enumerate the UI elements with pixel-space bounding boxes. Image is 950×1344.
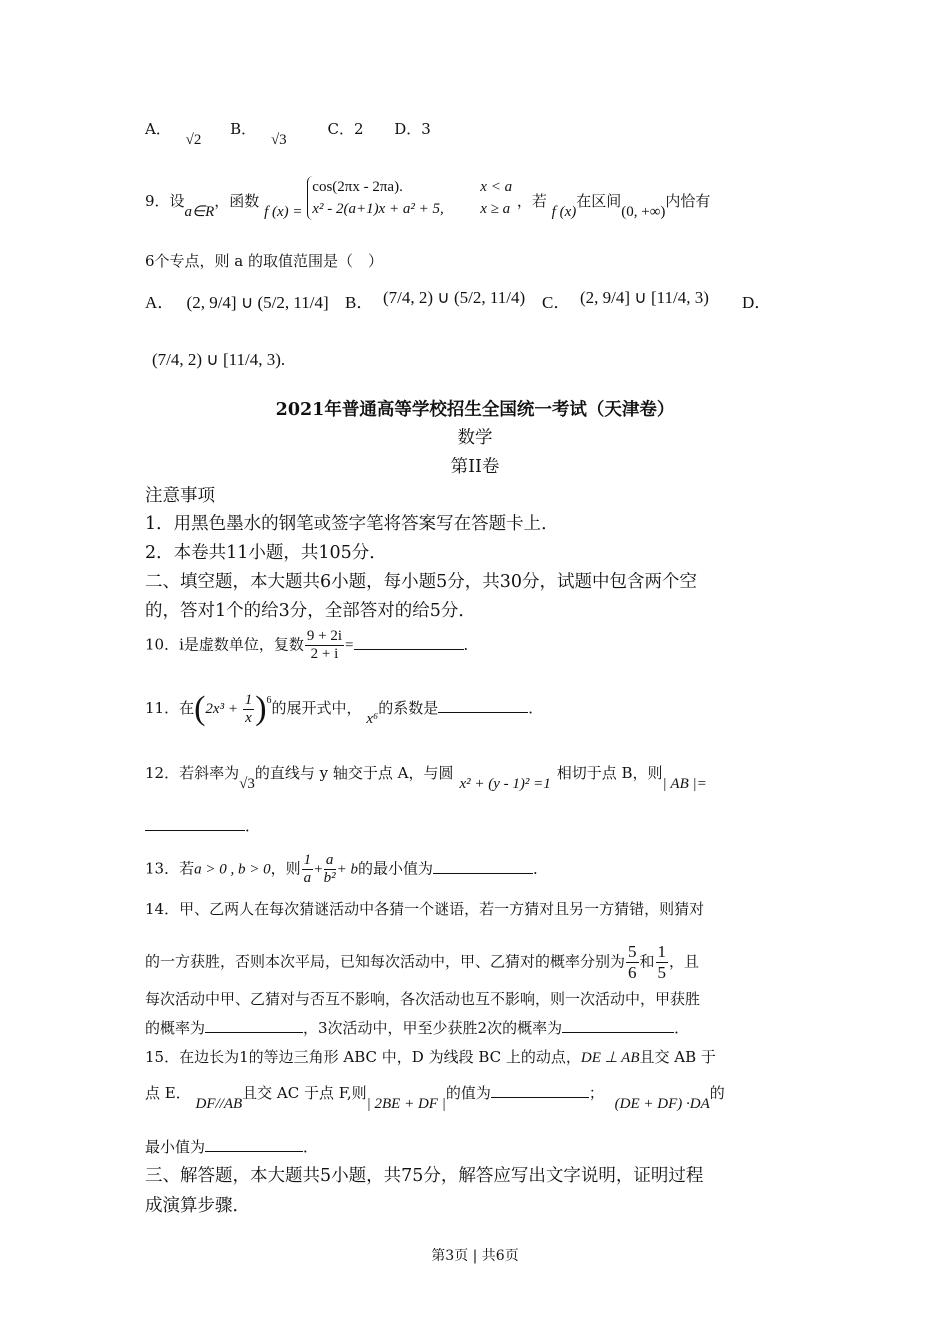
- q10-fraction: [305, 628, 344, 663]
- q13-answer-blank[interactable]: [433, 859, 533, 874]
- q13: 13．若a > 0 , b > 0，则 $\frac{1}{a}$ + $\frac{a}{\text{b²}}$ + b的最小值为 ．: [145, 852, 548, 886]
- q9-d-expr: (7/4, 2) ∪ [11/4, 3).: [152, 350, 286, 369]
- q15-line1: [145, 1046, 716, 1067]
- q14-line3: 每次活动中甲、乙猜对与否互不影响，各次活动也互不影响，则一次活动中，甲获胜: [145, 990, 701, 1008]
- q9-a-expr: (2, 9/4] ∪ (5/2, 11/4]: [186, 293, 329, 312]
- case2-cond: x ≥ a: [480, 201, 511, 217]
- text: 的一方获胜，否则本次平局，已知每次活动中，甲、乙猜对的概率分别为: [145, 952, 626, 971]
- section2-line1: 二、填空题，本大题共6小题，每小题5分，共30分，试题中包含两个空: [145, 572, 698, 592]
- text: 且交 AC 于点 F,则: [242, 1084, 367, 1102]
- numerator: 1: [244, 691, 253, 708]
- denominator: a: [303, 870, 312, 886]
- text: 和: [639, 952, 655, 971]
- text: 的展开式中，: [271, 699, 362, 717]
- q9-b-expr: (7/4, 2) ∪ (5/2, 11/4): [383, 288, 526, 307]
- exam-volume: 第II卷: [450, 457, 500, 477]
- q8-option-c: C．2: [327, 120, 364, 138]
- denominator: 5: [657, 963, 667, 982]
- section3-line1: 三、解答题，本大题共5小题，共75分，解答应写出文字说明，证明过程: [145, 1166, 704, 1186]
- q13-text: 13．若: [145, 859, 195, 878]
- q15-dot: (DE + DF) ·DA: [614, 1096, 710, 1112]
- text: 15．在边长为1的等边三角形 ABC 中，D 为线段 BC 上的动点，: [145, 1048, 581, 1066]
- page-footer: 第3页 | 共6页: [431, 1248, 519, 1264]
- q9-function: f (x) =: [264, 204, 303, 220]
- text: 的值为: [445, 1084, 491, 1102]
- q8-options: [145, 118, 431, 148]
- case2: x² - 2(a+1)x + a² + 5,: [312, 201, 444, 217]
- q15-answer-blank-1[interactable]: [491, 1083, 589, 1098]
- q15-line2: [145, 1082, 725, 1112]
- exam-subject: 数学: [457, 428, 493, 448]
- q10-text: 10．i是虚数单位，复数: [145, 635, 304, 654]
- q9-condition: a∈R: [184, 204, 215, 220]
- q9-piecewise: [307, 176, 512, 220]
- text: ，则: [270, 859, 301, 878]
- q12-circle: x² + (y - 1)² =1: [459, 776, 551, 792]
- text: 内恰有: [665, 192, 711, 210]
- denominator: 6: [628, 963, 637, 982]
- text: ，3次活动中，甲至少获胜2次的概率为: [303, 1019, 563, 1037]
- q8-option-b-value: √3: [270, 132, 287, 148]
- numerator: 9 + 2i: [306, 628, 343, 644]
- text: ，且: [669, 952, 700, 971]
- q10: 10．i是虚数单位，复数 $\frac{9 + 2i}{2 + i}$ = ．: [145, 628, 479, 662]
- case1: cos(2πx - 2πa).: [312, 179, 403, 195]
- text: 的系数是: [378, 699, 439, 717]
- note-2: 2．本卷共11小题，共105分．: [145, 543, 387, 563]
- equals: =: [345, 637, 354, 654]
- text: 点 E．: [145, 1084, 191, 1102]
- denominator: 2 + i: [310, 646, 339, 662]
- q9-b-label: B．: [345, 293, 374, 312]
- exam-title: 2021年普通高等学校招生全国统一考试（天津卷）: [275, 400, 675, 420]
- text: 且交 AB 于: [639, 1048, 716, 1066]
- numerator: a: [324, 852, 336, 870]
- section2-line2: 的，答对1个的给3分，全部答对的给5分．: [145, 601, 476, 621]
- q10-answer-blank[interactable]: [354, 635, 464, 650]
- text: ，函数: [214, 192, 260, 210]
- q11-answer-blank[interactable]: [438, 698, 528, 713]
- section3-line2: 成演算步骤．: [145, 1196, 250, 1216]
- q9-line2: 6个专点，则 a 的取值范围是（ ）: [145, 252, 384, 270]
- q12: [145, 762, 707, 792]
- denominator: x: [245, 709, 252, 726]
- q9-interval: (0, +∞): [621, 204, 666, 220]
- numerator: 5: [628, 942, 637, 961]
- q9-number: 9．设: [145, 192, 185, 210]
- q12-answer-blank[interactable]: [145, 816, 245, 831]
- q9-fx: f (x): [551, 204, 577, 220]
- q8-option-a-label: A．: [145, 120, 171, 138]
- note-1: 1．用黑色墨水的钢笔或签字笔将答案写在答题卡上．: [145, 514, 559, 534]
- q14-line4: 的概率为 ，3次活动中，甲至少获胜2次的概率为 ．: [145, 1019, 690, 1037]
- q9-c-expr: (2, 9/4] ∪ [11/4, 3): [580, 288, 709, 307]
- text: 的概率为: [145, 1019, 206, 1037]
- text: 的: [709, 1084, 725, 1102]
- q13-tail: + b: [336, 861, 358, 878]
- text: 的最小值为: [357, 859, 433, 878]
- q14-answer-blank-2[interactable]: [562, 1018, 674, 1033]
- q8-option-a-value: √2: [185, 132, 202, 148]
- q11-text: 11．在: [145, 699, 195, 717]
- q11-expr: 2x³ +: [205, 701, 242, 717]
- q11: 11．在(2x³ + $\frac{1}{x}$ )$^6$的展开式中， x⁶的系数是 ．: [145, 690, 544, 727]
- case1-cond: x < a: [480, 179, 513, 195]
- text: 相切于点 B，则: [556, 764, 663, 782]
- q9-line1: [145, 180, 710, 224]
- text: ，若: [516, 192, 547, 210]
- numerator: 1: [303, 852, 312, 868]
- notes-heading: 注意事项: [145, 486, 215, 506]
- q15-parallel: DF//AB: [195, 1096, 243, 1112]
- q9-choices: [145, 288, 772, 313]
- q8-option-d: D．3: [394, 120, 431, 138]
- text: 的直线与 y 轴交于点 A，与圆: [254, 764, 454, 782]
- q9-c-label: C．: [542, 293, 571, 312]
- q14-line1: 14．甲、乙两人在每次猜谜活动中各猜一个谜语，若一方猜对且另一方猜错，则猜对: [145, 900, 705, 918]
- q13-condition: a > 0 , b > 0: [194, 861, 271, 878]
- q12-blank-line: ．: [145, 815, 260, 836]
- q15-abs: | 2BE + DF |: [366, 1096, 446, 1112]
- q14-line2: [145, 942, 699, 983]
- q12-text: 12．若斜率为: [145, 764, 240, 782]
- q14-answer-blank-1[interactable]: [205, 1018, 303, 1033]
- q12-slope: √3: [239, 776, 255, 792]
- text: 在区间: [576, 192, 622, 210]
- q15-line3: 最小值为 ．: [145, 1138, 319, 1156]
- q15-perp: DE ⊥ AB: [580, 1050, 640, 1066]
- q8-option-b-label: B．: [230, 120, 257, 138]
- plus: +: [314, 861, 323, 878]
- q12-ab: | AB |=: [662, 776, 707, 792]
- q9-a-label: A．: [145, 293, 175, 312]
- q15-answer-blank-2[interactable]: [205, 1137, 303, 1152]
- text: 最小值为: [145, 1138, 206, 1156]
- q11-term: x⁶: [366, 711, 379, 727]
- denominator: b²: [323, 870, 336, 886]
- q9-d-label: D．: [742, 293, 772, 312]
- q11-exponent: 6: [266, 695, 272, 706]
- numerator: 1: [657, 942, 667, 961]
- text: ；: [588, 1084, 604, 1102]
